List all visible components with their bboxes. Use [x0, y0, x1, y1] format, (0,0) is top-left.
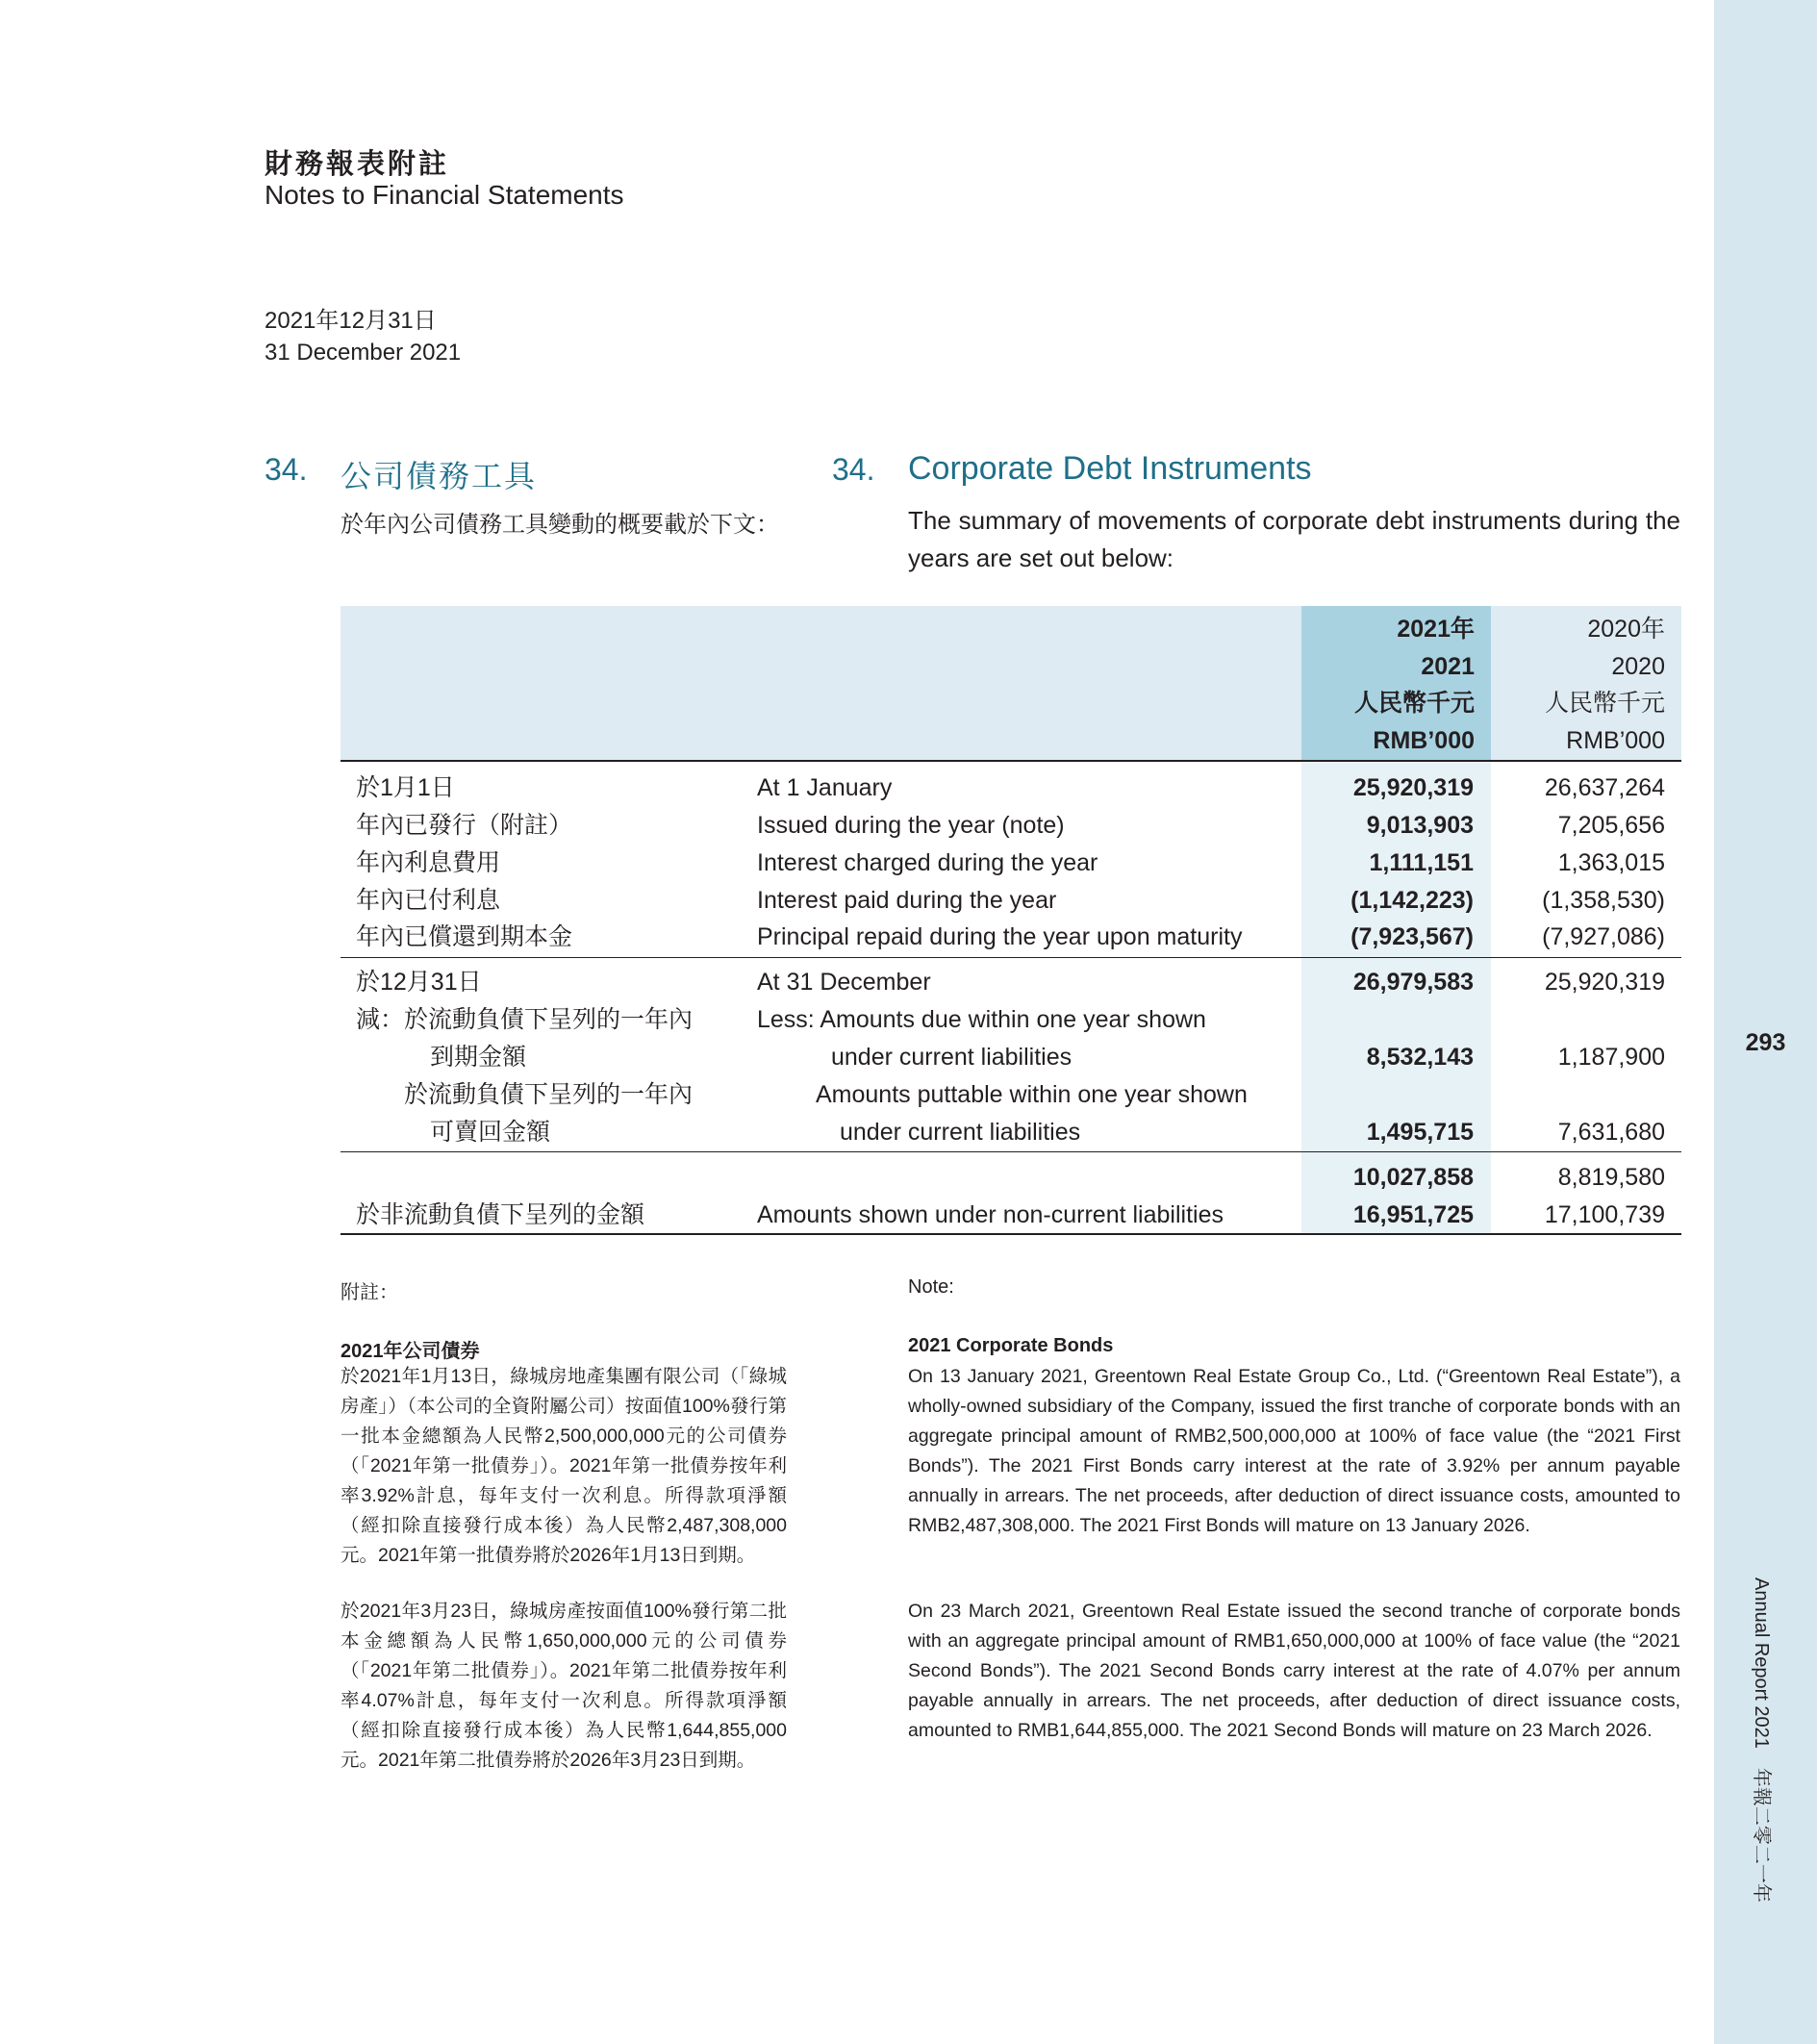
row-value-2020: 17,100,739: [1544, 1201, 1665, 1228]
row-label-en: At 1 January: [757, 774, 893, 801]
section-number-zh: 34.: [265, 452, 308, 487]
row-value-2020: (1,358,530): [1542, 887, 1665, 914]
note-paragraph-2-en: On 23 March 2021, Greentown Real Estate issued the second tranche of corporate bonds with an aggregate principal amount of RMB1,650,000,000 at 100% of face value (the “2021 Second Bonds”). The 2021 Second Bonds carry interest at the rate of 4.07% per annum payable annually in arrears. The net proceeds, after deduction of direct issuance costs, amounted to RMB1,644,855,000. The 2021 Second Bonds will mature on 23 March 2026.: [908, 1601, 1680, 1741]
table-row: [341, 1076, 1681, 1114]
row-label-en: Interest charged during the year: [757, 849, 1098, 876]
row-value-2021: 1,111,151: [1369, 849, 1474, 876]
row-label-zh: 於流動負債下呈列的一年內: [404, 1081, 694, 1108]
column-unit-en: RMB’000: [1373, 726, 1475, 754]
row-value-2021: 26,979,583: [1352, 969, 1474, 996]
row-label-zh: 年內已償還到期本金: [356, 923, 573, 950]
row-label-en: Interest paid during the year: [757, 887, 1057, 914]
row-label-zh: 年內已發行（附註）: [356, 812, 573, 839]
column-unit-zh: 人民幣千元: [1353, 690, 1475, 717]
row-label-en: under current liabilities: [831, 1044, 1073, 1071]
column-year: 2020: [1611, 652, 1665, 680]
table-rule-subtotal: [341, 957, 1681, 958]
section-number-en: 34.: [832, 452, 875, 487]
section-title-en: Corporate Debt Instruments: [908, 450, 1312, 487]
table-row: [341, 1001, 1681, 1039]
intro-en: The summary of movements of corporate debt instruments during the years are set out below:: [908, 506, 1680, 572]
table-row: [341, 882, 1681, 920]
row-label-zh: 於非流動負債下呈列的金額: [356, 1201, 645, 1228]
table-row: [341, 1114, 1681, 1151]
column-header-2021: [1301, 606, 1491, 759]
section-title-zh: 公司債務工具: [341, 459, 538, 493]
row-value-2021: 16,951,725: [1352, 1201, 1474, 1228]
row-label-en: Less: Amounts due within one year shown: [757, 1006, 1206, 1033]
note-label-en: Note:: [908, 1276, 954, 1298]
column-unit-en: RMB’000: [1566, 726, 1665, 754]
table-rule-total: [341, 1151, 1681, 1152]
table-row: [341, 807, 1681, 845]
note-label-zh: 附註：: [341, 1282, 398, 1303]
column-year-zh: 2021年: [1397, 616, 1475, 643]
row-value-2020: 26,637,264: [1544, 774, 1665, 801]
table-row-total: [341, 1197, 1681, 1234]
row-value-2020: (7,927,086): [1542, 923, 1665, 950]
table-row: [341, 919, 1681, 956]
intro-zh: 於年內公司債務工具變動的概要載於下文：: [341, 512, 779, 538]
row-label-en: Issued during the year (note): [757, 812, 1065, 839]
table-row: [341, 1039, 1681, 1076]
row-label-zh: 年內已付利息: [356, 887, 501, 914]
note-paragraph-1-zh: 於2021年1月13日，綠城房地產集團有限公司（「綠城房產」）（本公司的全資附屬公司）按面值100%發行第一批本金總額為人民幣2,500,000,000元的公司債券（「2021年第一批債券」）。2021年第一批債券按年利率3.92%計息，每年支付一次利息。所得款項淨額（經扣除直接發行成本後）為人民幣2,487,308,000元。2021年第一批債券將於2026年1月13日到期。: [341, 1366, 787, 1566]
table-row: [341, 964, 1681, 1001]
page-number: 293: [1745, 1029, 1786, 1056]
row-value-2020: 1,187,900: [1557, 1044, 1665, 1071]
row-label-zh: 到期金額: [430, 1044, 527, 1071]
row-value-2021: 1,495,715: [1366, 1119, 1474, 1146]
row-label-zh: 年內利息費用: [356, 849, 501, 876]
row-value-2020: 7,205,656: [1557, 812, 1665, 839]
row-label-en: Amounts shown under non-current liabilities: [757, 1201, 1224, 1228]
row-value-2021: 9,013,903: [1366, 812, 1474, 839]
table-row: [341, 845, 1681, 882]
row-value-2021: 25,920,319: [1352, 774, 1474, 801]
row-label-zh: 於12月31日: [356, 969, 482, 996]
note-paragraph-1-en: On 13 January 2021, Greentown Real Estate Group Co., Ltd. (“Greentown Real Estate”), a wholly-owned subsidiary of the Company, issued the first tranche of corporate bonds with an aggregate principal amount of RMB2,500,000,000 at 100% of face value (the “2021 First Bonds”). The 2021 First Bonds carry interest at the rate of 3.92% per annum payable annually in arrears. The net proceeds, after deduction of direct issuance costs, amounted to RMB2,487,308,000. The 2021 First Bonds will mature on 13 January 2026.: [908, 1366, 1680, 1536]
table-rule-top: [341, 760, 1681, 762]
column-unit-zh: 人民幣千元: [1544, 690, 1665, 717]
date-en: 31 December 2021: [265, 340, 462, 366]
table-row: [341, 770, 1681, 807]
row-value-2021: (7,923,567): [1350, 923, 1474, 950]
note-paragraph-2-zh: 於2021年3月23日，綠城房產按面值100%發行第二批本金總額為人民幣1,650,000,000元的公司債券（「2021年第二批債券」）。2021年第二批債券按年利率4.07%計息，每年支付一次利息。所得款項淨額（經扣除直接發行成本後）為人民幣1,644,855,000元。2021年第二批債券將於2026年3月23日到期。: [341, 1601, 787, 1771]
page-title-zh: 財務報表附註: [265, 147, 450, 180]
row-label-zh: 減：於流動負債下呈列的一年內: [356, 1006, 694, 1033]
note-title-zh: 2021年公司債券: [341, 1341, 480, 1362]
row-label-en: At 31 December: [757, 969, 931, 996]
row-value-2020: 8,819,580: [1557, 1164, 1665, 1191]
page-title-en: Notes to Financial Statements: [265, 180, 624, 210]
note-title-en: 2021 Corporate Bonds: [908, 1335, 1114, 1356]
row-label-zh: 於1月1日: [356, 774, 455, 801]
row-value-2020: 7,631,680: [1557, 1119, 1665, 1146]
row-value-2021: (1,142,223): [1350, 887, 1474, 914]
row-label-en: Principal repaid during the year upon maturity: [757, 923, 1243, 950]
row-label-en: under current liabilities: [840, 1119, 1081, 1146]
column-header-2020: [1491, 606, 1681, 759]
row-value-2020: 25,920,319: [1544, 969, 1665, 996]
row-label-zh: 可賣回金額: [430, 1119, 551, 1146]
row-label-en: Amounts puttable within one year shown: [816, 1081, 1248, 1108]
row-value-2020: 1,363,015: [1557, 849, 1665, 876]
column-year: 2021: [1421, 652, 1475, 680]
column-year-zh: 2020年: [1587, 616, 1665, 643]
date-zh: 2021年12月31日: [265, 308, 437, 334]
row-value-2021: 10,027,858: [1352, 1164, 1474, 1191]
annual-report-text: Annual Report 2021 年報二零二一年: [1751, 1577, 1772, 1903]
annual-report-label: [1739, 1577, 1793, 1903]
row-value-2021: 8,532,143: [1366, 1044, 1474, 1071]
table-row-subtotal: [341, 1159, 1681, 1197]
